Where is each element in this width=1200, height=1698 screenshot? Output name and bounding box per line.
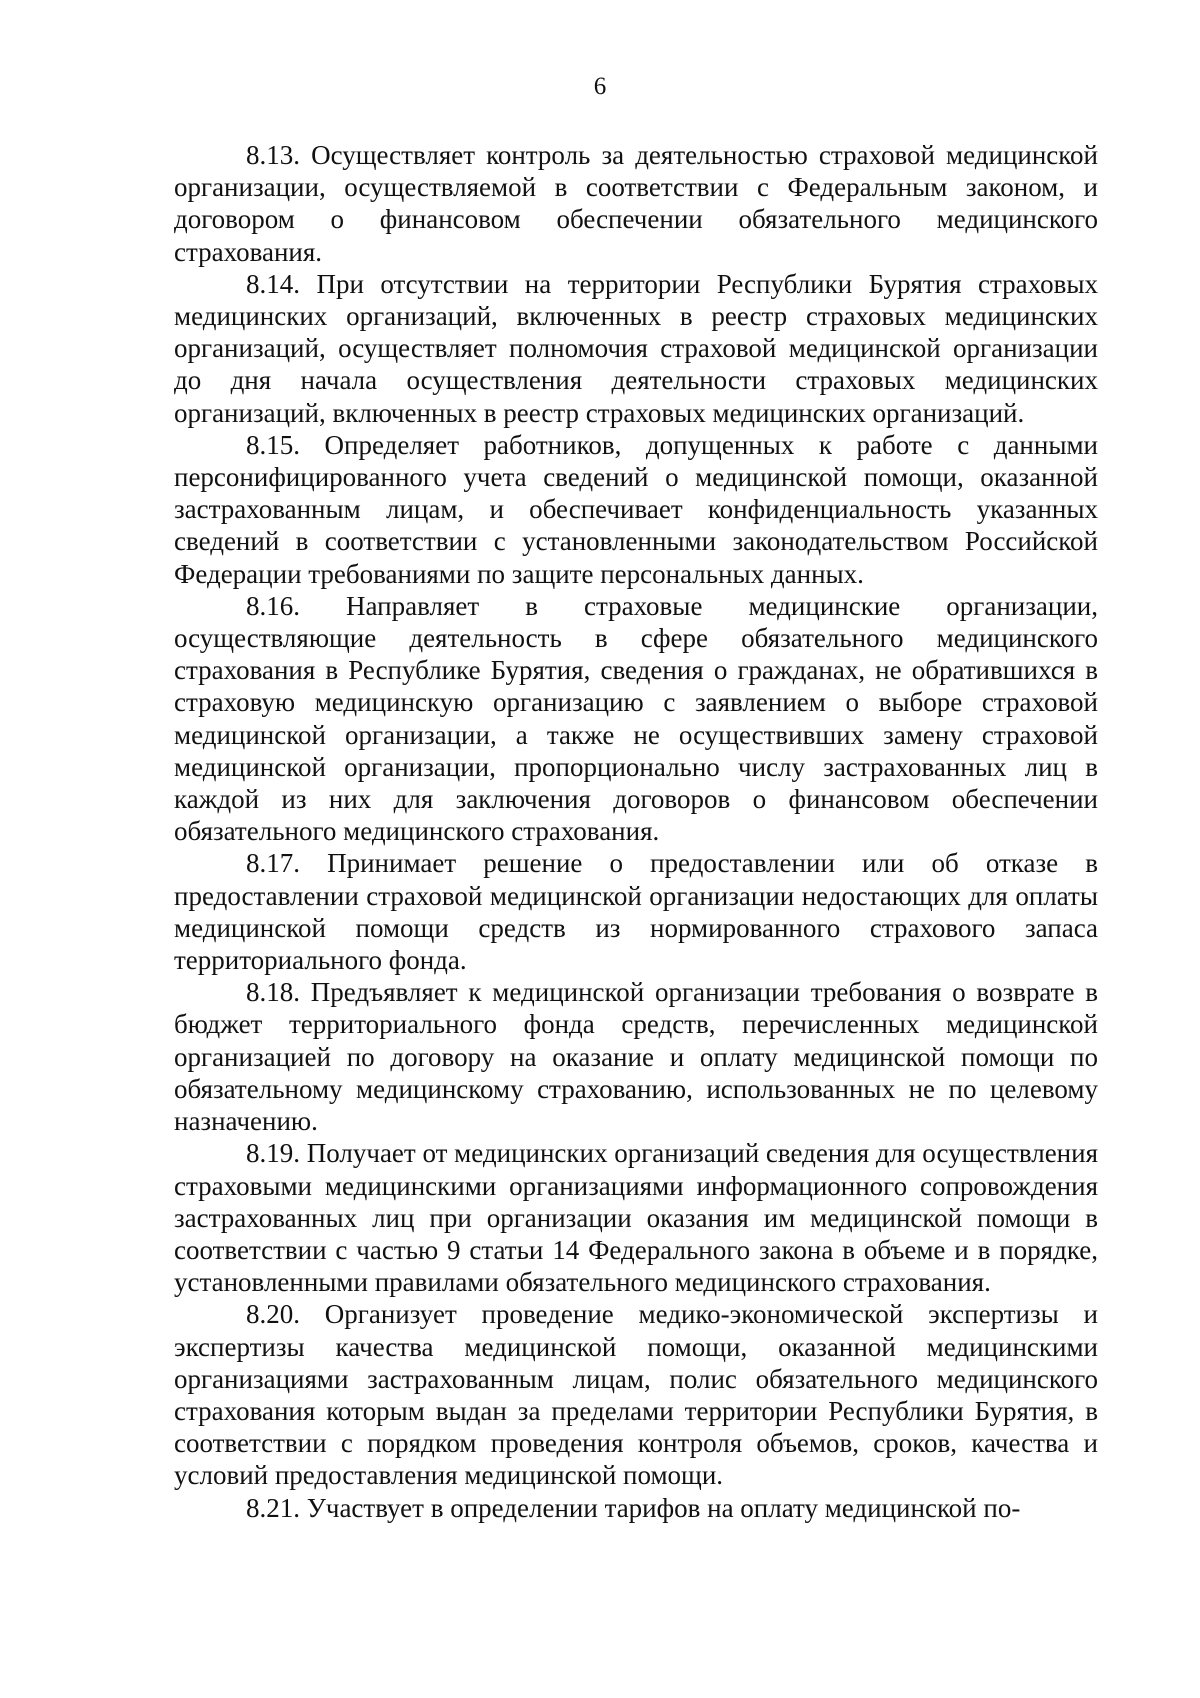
paragraph-8-17: 8.17. Принимает решение о предоставлении или об отказе в предоставлении страховой медицинской организации недостающих для оплаты медицинской помощи средств из нормированного страхового запаса территориального фонда. [174,848,1098,976]
paragraph-8-13: 8.13. Осуществляет контроль за деятельностью страховой медицинской организации, осуществляемой в соответствии с Федеральным законом, и договором о финансовом обеспечении обязательного медицинского страхования. [174,140,1098,267]
document-body [174,139,1098,1524]
paragraph-8-20: 8.20. Организует проведение медико-экономической экспертизы и экспертизы качества медицинской помощи, оказанной медицинскими организациями застрахованным лицам, полис обязательного медицинского страхования которым выдан за пределами территории Республики Бурятия, в соответствии с порядком проведения контроля объемов, сроков, качества и условий предоставления медицинской помощи. [174,1299,1098,1491]
paragraph-8-16: 8.16. Направляет в страховые медицинские организации, осуществляющие деятельность в сфере обязательного медицинского страхования в Республике Бурятия, сведения о гражданах, не обратившихся в страховую медицинскую организацию с заявлением о выборе страховой медицинской организации, а также не осуществивших замену страховой медицинской организации, пропорционально числу застрахованных лиц в каждой из них для заключения договоров о финансовом обеспечении обязательного медицинского страхования. [174,590,1098,847]
paragraph-8-14: 8.14. При отсутствии на территории Республики Бурятия страховых медицинских организаций, включенных в реестр страховых медицинских организаций, осуществляет полномочия страховой медицинской организации до дня начала осуществления деятельности страховых медицинских организаций, включенных в реестр страховых медицинских организаций. [174,268,1098,428]
paragraph-8-15: 8.15. Определяет работников, допущенных к работе с данными персонифицированного учета сведений о медицинской помощи, оказанной застрахованным лицам, и обеспечивает конфиденциальность указанных сведений в соответствии с установленными законодательством Российской Федерации требованиями по защите персональных данных. [174,429,1098,589]
page-number: 6 [593,73,607,100]
paragraph-8-18: 8.18. Предъявляет к медицинской организации требования о возврате в бюджет территориального фонда средств, перечисленных медицинской организацией по договору на оказание и оплату медицинской помощи по обязательному медицинскому страхованию, использованных не по целевому назначению. [174,977,1098,1137]
paragraph-8-21: 8.21. Участвует в определении тарифов на оплату медицинской по- [246,1492,1021,1523]
paragraph-8-19: 8.19. Получает от медицинских организаций сведения для осуществления страховыми медицинскими организациями информационного сопровождения застрахованных лиц при организации оказания им медицинской помощи в соответствии с частью 9 статьи 14 Федерального закона в объеме и в порядке, установленными правилами обязательного медицинского страхования. [174,1138,1098,1298]
